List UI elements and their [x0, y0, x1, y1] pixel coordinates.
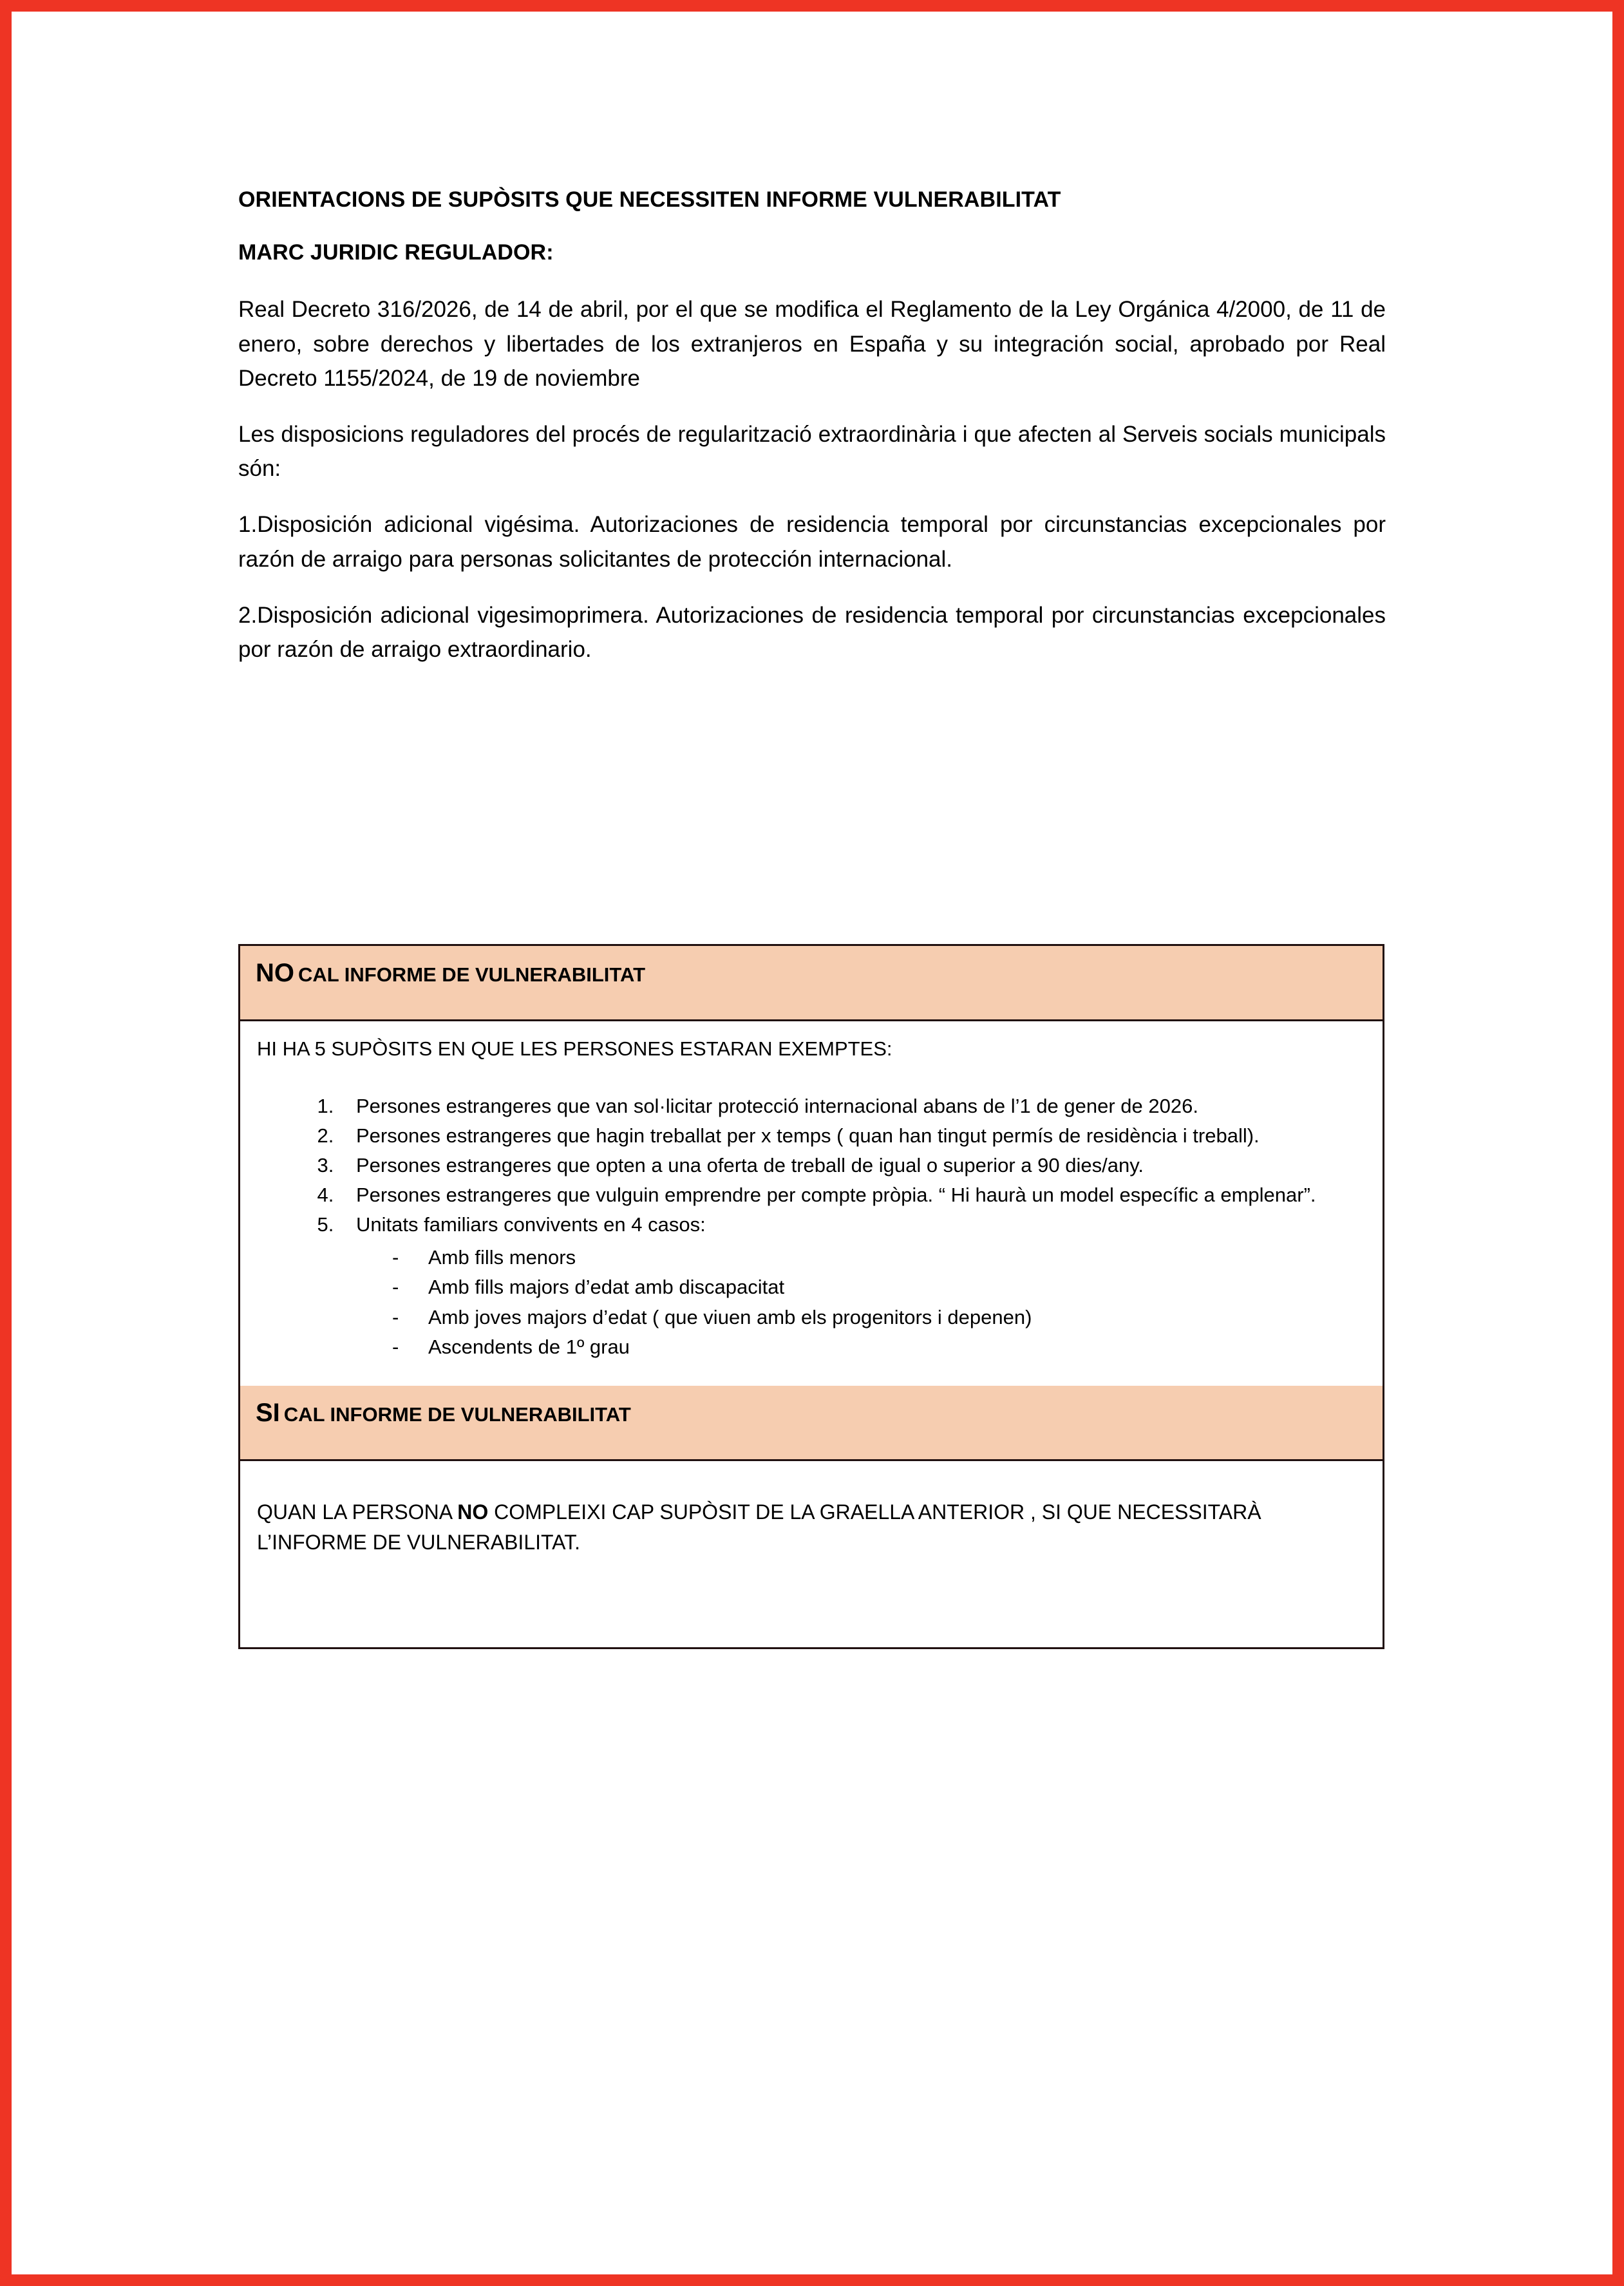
table-cell-report-required-text [240, 1461, 1383, 1647]
list-item [392, 1332, 1366, 1363]
list-item-label: Amb fills majors d’edat amb discapacitat [428, 1276, 785, 1299]
list-item: 4. Persones estrangeres que vulguin emprendre per compte pròpia. “ Hi haurà un model específic a emplenar”. [339, 1181, 1366, 1209]
band-lead-no: NO [256, 959, 294, 987]
exempt-cases-list [257, 1092, 1366, 1363]
paragraph-provision-two: 2.Disposición adicional vigesimoprimera. Autorizaciones de residencia temporal por circunstancias excepcionales por razón de arraigo extraordinario. [238, 602, 1386, 662]
paragraph-royal-decree: Real Decreto 316/2026, de 14 de abril, por el que se modifica el Reglamento de la Ley Orgánica 4/2000, de 11 de enero, sobre derechos y libertades de los extranjeros en España y su integración social, aprobado por Real Decreto 1155/2024, de 19 de noviembre [238, 297, 1386, 391]
band-text-no [256, 960, 1367, 986]
exempt-cases-intro: HI HA 5 SUPÒSITS EN QUE LES PERSONES ESTARAN EXEMPTES: [257, 1037, 892, 1060]
band-rest-si: CAL INFORME DE VULNERABILITAT [283, 1403, 631, 1426]
list-item: 3. Persones estrangeres que opten a una oferta de treball de igual o superior a 90 dies/any. [339, 1151, 1366, 1180]
table-header-no-report-required [240, 946, 1383, 1021]
closing-statement [257, 1497, 1366, 1557]
closing-after: COMPLEIXI CAP SUPÒSIT DE LA GRAELLA ANTERIOR , SI QUE NECESSITARÀ L’INFORME DE VULNERABILITAT. [257, 1500, 1261, 1554]
document-body [238, 185, 1386, 666]
list-item [339, 1211, 1366, 1363]
list-item: 1. Persones estrangeres que van sol·licitar protecció internacional abans de l’1 de gener de 2026. [339, 1092, 1366, 1120]
table-header-report-required [240, 1386, 1383, 1461]
section-heading-legal-framework: MARC JURIDIC REGULADOR: [238, 240, 554, 265]
table-cell-exempt-cases [240, 1021, 1383, 1386]
page-title: ORIENTACIONS DE SUPÒSITS QUE NECESSITEN INFORME VULNERABILITAT [238, 187, 1061, 212]
paragraph-provisions-intro: Les disposicions reguladores del procés de regularització extraordinària i que afecten al Serveis socials municipals són: [238, 421, 1386, 482]
band-lead-si: SI [256, 1398, 280, 1427]
family-unit-sub-list [356, 1243, 1366, 1363]
list-item-label: Ascendents de 1º grau [428, 1336, 630, 1359]
paragraph-provision-one: 1.Disposición adicional vigésima. Autorizaciones de residencia temporal por circunstancias excepcionales por razón de arraigo para personas solicitantes de protección internacional. [238, 512, 1386, 572]
list-item [392, 1272, 1366, 1303]
closing-before: QUAN LA PERSONA [257, 1500, 458, 1524]
closing-emphasis: NO [457, 1500, 489, 1524]
list-item-label: Amb joves majors d’edat ( que viuen amb els progenitors i depenen) [428, 1305, 1032, 1328]
criteria-table [238, 944, 1384, 1649]
list-item-label: Amb fills menors [428, 1245, 576, 1269]
dash-marker: - [392, 1305, 399, 1328]
document-sheet [12, 12, 1612, 2274]
list-item [392, 1303, 1366, 1333]
list-item-label: Unitats familiars convivents en 4 casos: [356, 1213, 706, 1236]
dash-marker: - [392, 1245, 399, 1269]
list-item: 2. Persones estrangeres que hagin treballat per x temps ( quan han tingut permís de residència i treball). [339, 1122, 1366, 1150]
list-item [392, 1243, 1366, 1273]
band-text-si [256, 1400, 1367, 1426]
dash-marker: - [392, 1336, 399, 1359]
dash-marker: - [392, 1276, 399, 1299]
band-rest-no: CAL INFORME DE VULNERABILITAT [298, 963, 646, 986]
